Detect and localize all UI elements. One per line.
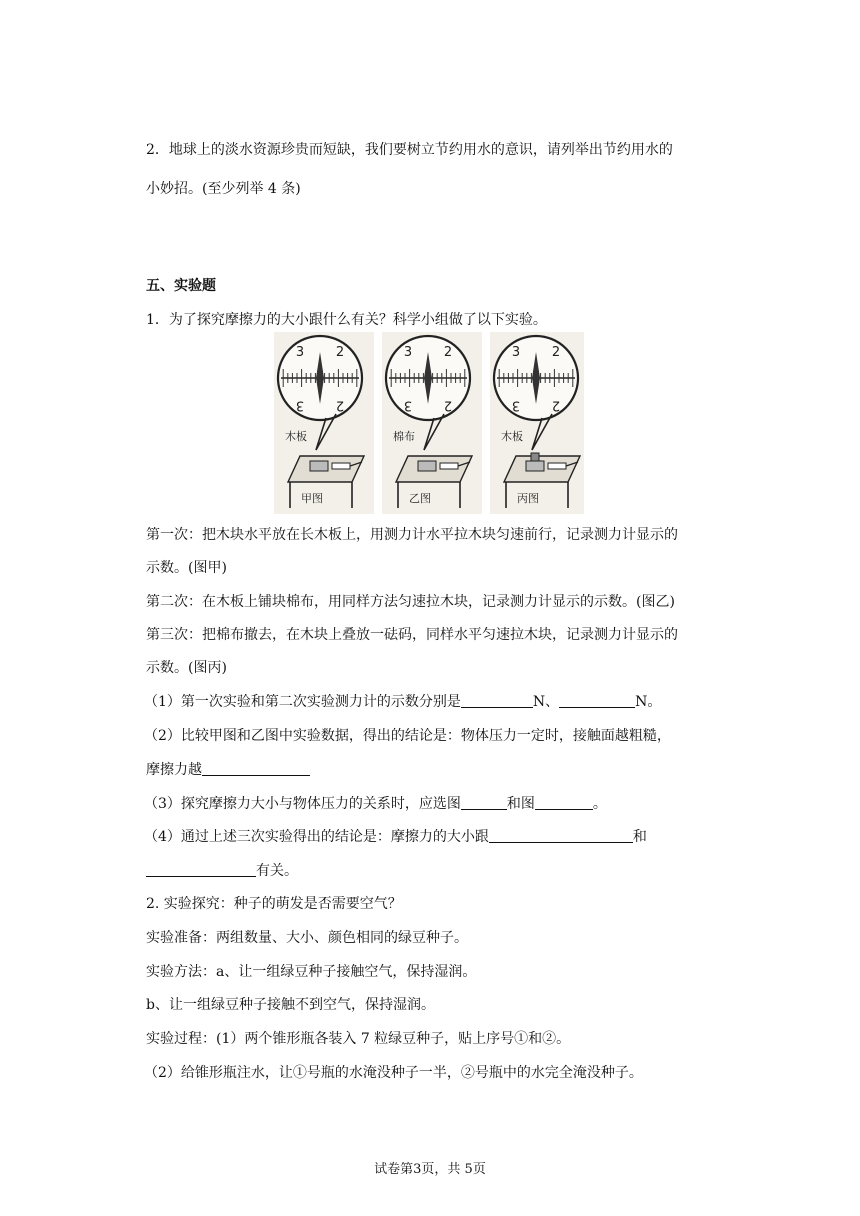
unit-n-2: N。	[635, 694, 662, 710]
sub-question-3-and: 和图	[506, 796, 535, 812]
dial-digit: 3	[295, 397, 305, 413]
wooden-block	[310, 461, 328, 471]
step-2: 第二次：在木板上铺块棉布，用同样方法匀速拉木块，记录测力计显示的示数。(图乙)	[146, 594, 675, 610]
sub-question-4-text: （4）通过上述三次实验得出的结论是：摩擦力的大小跟	[144, 829, 489, 845]
answer-blank-3[interactable]	[202, 761, 310, 776]
experiment-2-process-1: 实验过程：(1）两个锥形瓶各装入 7 粒绿豆种子，贴上序号①和②。	[146, 1031, 571, 1047]
experiment-2-method-b: b、让一组绿豆种子接触不到空气，保持湿润。	[146, 997, 435, 1013]
step-1-line-2: 示数。(图甲)	[146, 560, 227, 576]
unit-n-1: N、	[532, 694, 560, 710]
dial-digit: 2	[443, 397, 453, 413]
sub-question-1-text: （1）第一次实验和第二次实验测力计的示数分别是	[144, 694, 461, 710]
wooden-block	[418, 461, 436, 471]
step-1-line-1: 第一次：把木块水平放在长木板上，用测力计水平拉木块匀速前行，记录测力计显示的	[146, 527, 678, 543]
sub-question-2-text: 摩擦力越	[146, 762, 202, 778]
dial-digit: 3	[295, 345, 305, 360]
sub-question-4-line-1	[144, 827, 647, 847]
experiment-2-process-2: （2）给锥形瓶注水，让①号瓶的水淹没种子一半，②号瓶中的水完全淹没种子。	[144, 1065, 643, 1081]
spring-scale	[440, 463, 458, 469]
dial-digit: 3	[511, 397, 521, 413]
weight-block	[531, 453, 539, 461]
figure-caption: 乙图	[409, 492, 431, 505]
sub-question-4-line-2	[146, 861, 298, 881]
sub-question-3-end: 。	[592, 796, 607, 812]
wooden-block	[526, 461, 544, 471]
spring-scale	[332, 463, 350, 469]
section-title: 五、实验题	[146, 278, 216, 294]
sub-question-3	[144, 794, 607, 814]
experiment-2-prep: 实验准备：两组数量、大小、颜色相同的绿豆种子。	[146, 930, 468, 946]
dial-digit: 2	[551, 397, 561, 413]
question-2-line-1: 2．地球上的淡水资源珍贵而短缺，我们要树立节约用水的意识，请列举出节约用水的	[146, 142, 673, 158]
question-2-line-2: 小妙招。(至少列举 4 条)	[146, 181, 301, 197]
experiment-1-intro: 1．为了探究摩擦力的大小跟什么有关？科学小组做了以下实验。	[146, 312, 547, 328]
sub-question-2-line-1: （2）比较甲图和乙图中实验数据，得出的结论是：物体压力一定时，接触面越粗糙，	[144, 728, 671, 744]
dial-digit: 2	[443, 345, 453, 360]
answer-blank-2[interactable]	[559, 693, 635, 708]
dial-digit: 2	[335, 397, 345, 413]
surface-label: 木板	[285, 430, 307, 443]
answer-blank-1[interactable]	[461, 693, 533, 708]
step-3-line-1: 第三次：把棉布撤去，在木块上叠放一砝码，同样水平匀速拉木块，记录测力计显示的	[146, 627, 678, 643]
dial-digit: 2	[551, 345, 561, 360]
answer-blank-5[interactable]	[535, 795, 593, 810]
experiment-2-method-a: 实验方法：a、让一组绿豆种子接触空气，保持湿润。	[146, 964, 477, 980]
figure-caption: 丙图	[517, 492, 539, 505]
page-footer: 试卷第3页，共 5页	[374, 1162, 486, 1177]
dial-digit: 3	[511, 345, 521, 360]
answer-blank-4[interactable]	[461, 795, 507, 810]
sub-question-4-and: 和	[632, 829, 647, 845]
sub-question-4-end: 有关。	[256, 863, 298, 879]
answer-blank-6[interactable]	[489, 828, 633, 843]
spring-scale	[548, 463, 566, 469]
dial-digit: 2	[335, 345, 345, 360]
sub-question-1	[144, 692, 661, 712]
sub-question-2-line-2	[146, 760, 310, 780]
surface-label: 棉布	[393, 430, 415, 443]
surface-label: 木板	[501, 430, 523, 443]
dial-digit: 3	[403, 345, 413, 360]
figure-caption: 甲图	[301, 492, 323, 505]
sub-question-3-text: （3）探究摩擦力大小与物体压力的关系时，应选图	[144, 796, 461, 812]
step-3-line-2: 示数。(图丙)	[146, 660, 227, 676]
experiment-2-title: 2. 实验探究：种子的萌发是否需要空气？	[146, 896, 402, 912]
friction-experiment-figure	[272, 332, 584, 514]
dial-digit: 3	[403, 397, 413, 413]
answer-blank-7[interactable]	[146, 862, 256, 877]
